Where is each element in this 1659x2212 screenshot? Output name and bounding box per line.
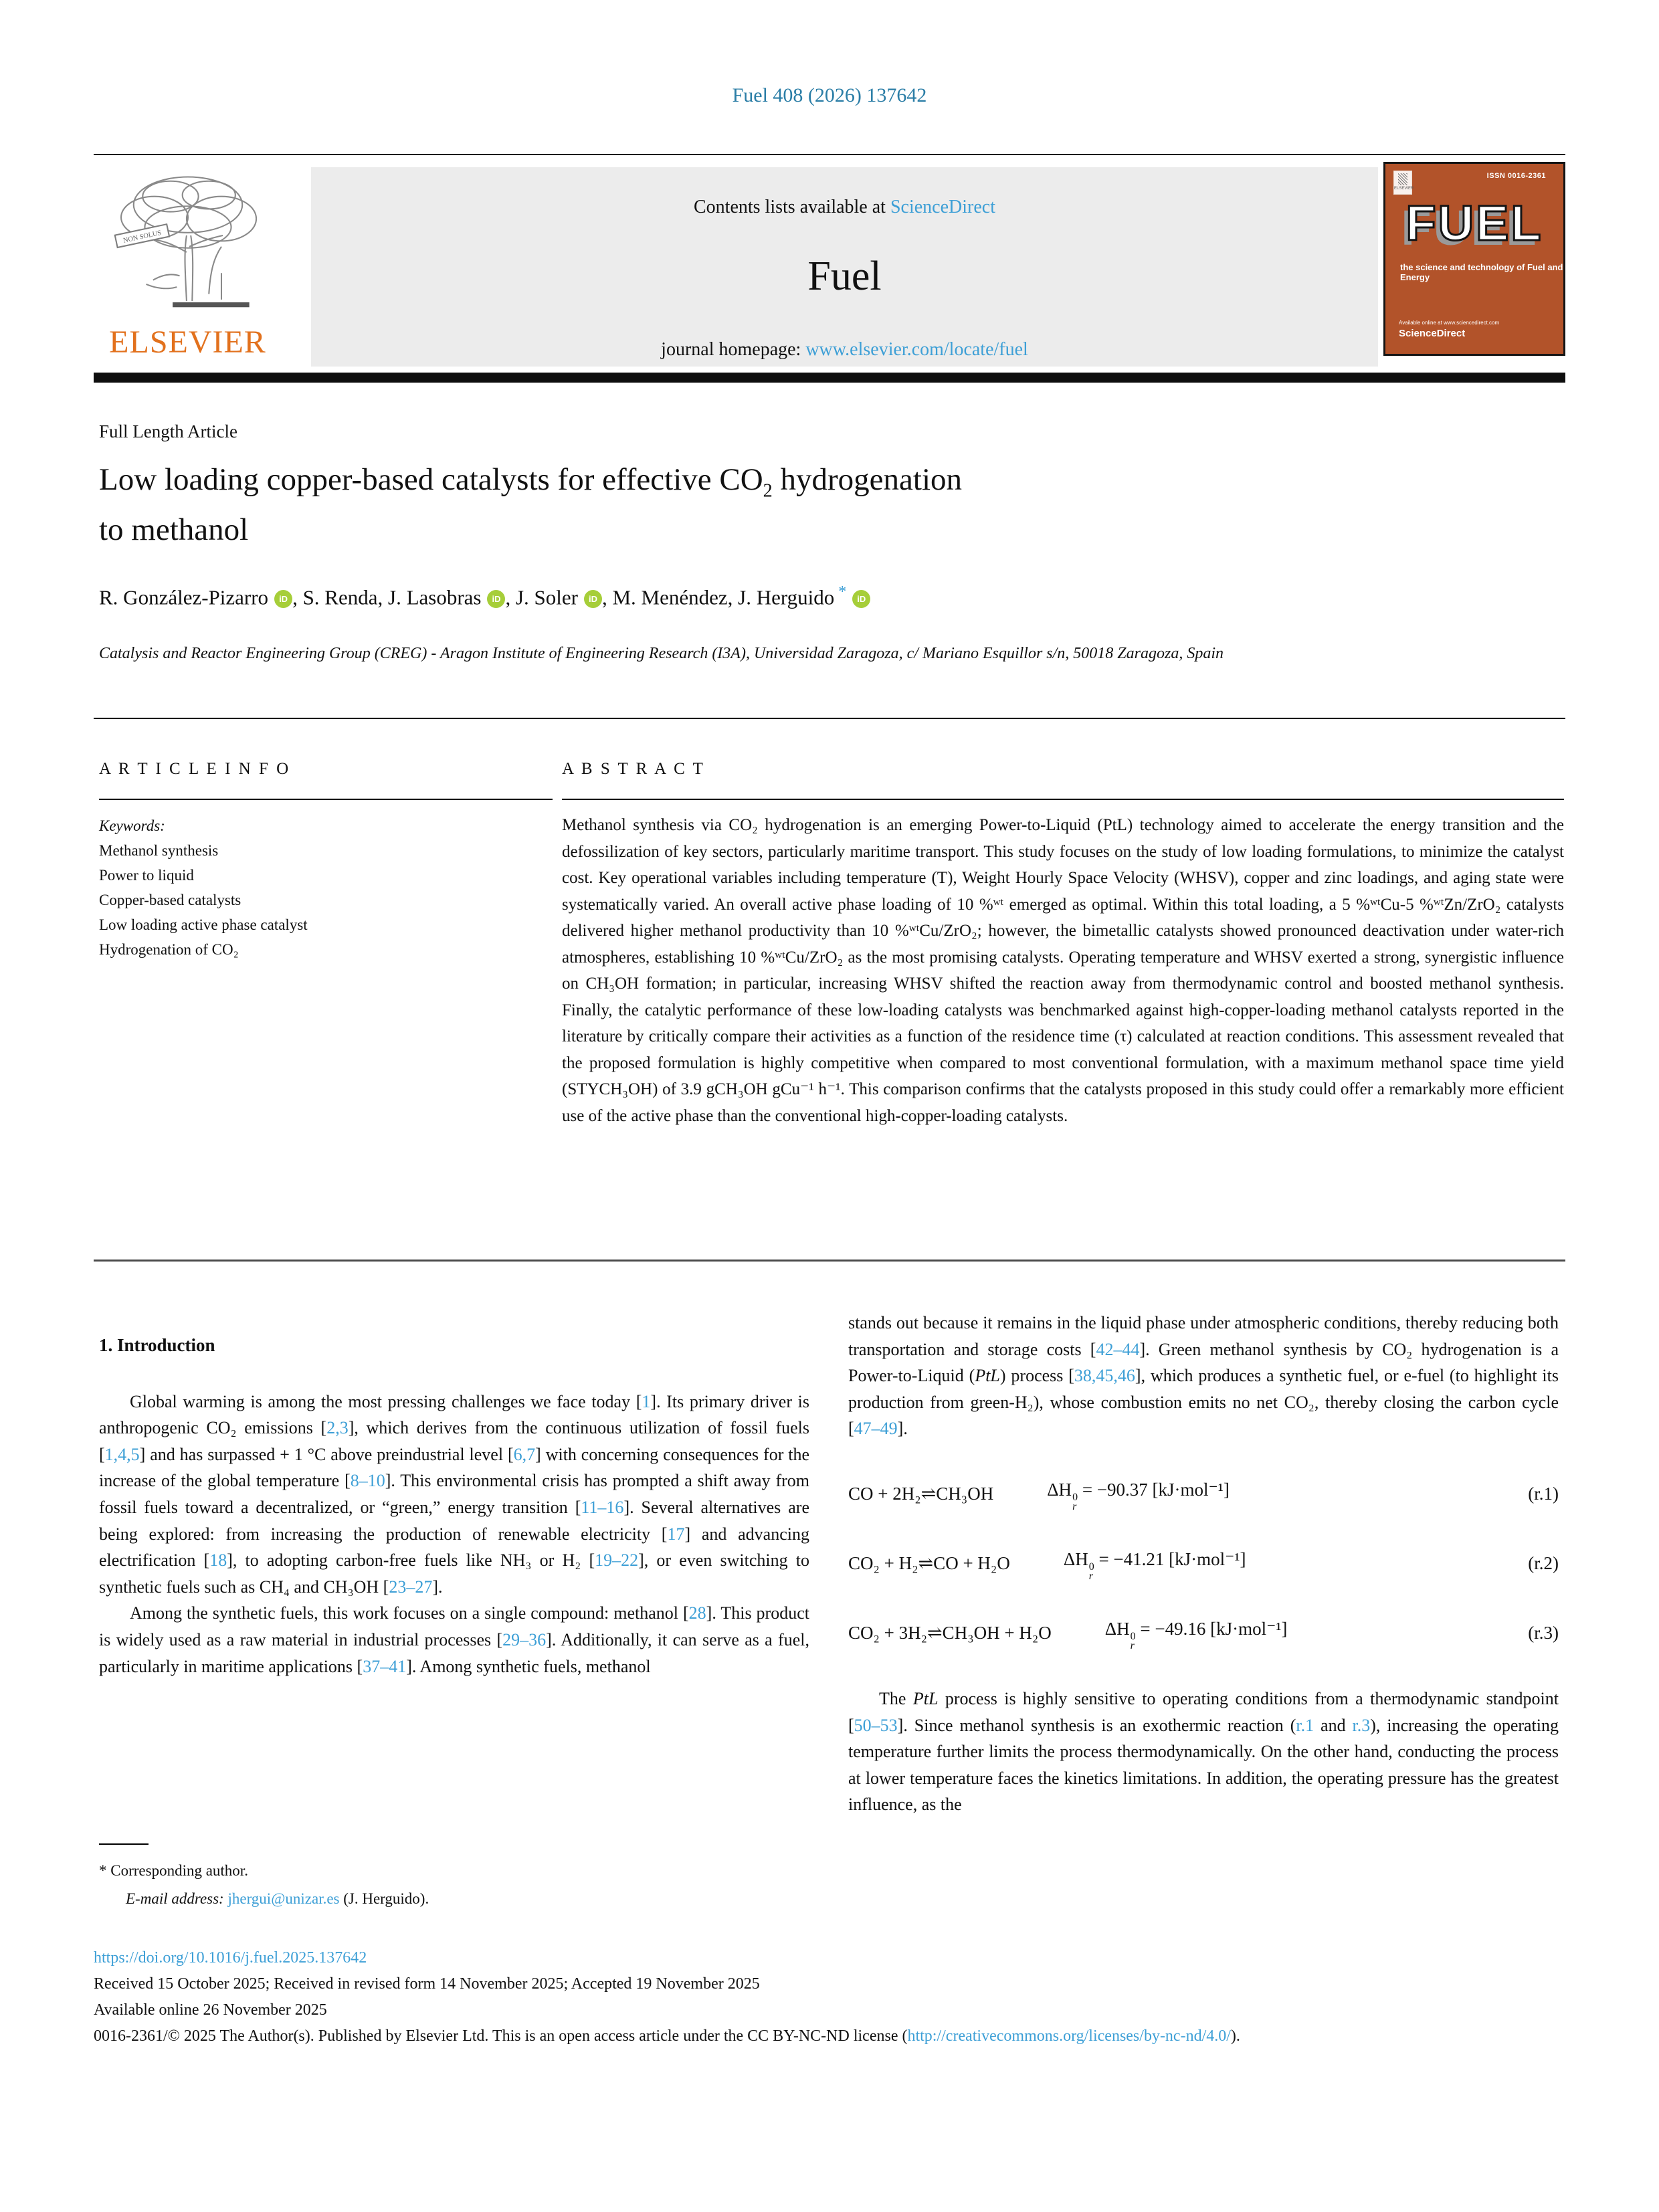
- reference-link[interactable]: 6,7: [513, 1444, 536, 1464]
- text-run: stands out because it remains in the liquid phase under atmospheric conditions, thereby reducing both transportation and storage costs [: [848, 1313, 1559, 1359]
- cover-tagline: the science and technology of Fuel and Energy: [1400, 262, 1563, 282]
- reference-link[interactable]: 1,4,5: [104, 1444, 140, 1464]
- info-top-rule: [94, 718, 1565, 719]
- homepage-link[interactable]: www.elsevier.com/locate/fuel: [805, 339, 1028, 360]
- footnote-block: [99, 1843, 809, 1913]
- body-paragraph-continuation: [848, 1310, 1559, 1442]
- orcid-icon[interactable]: iD: [487, 590, 505, 608]
- elsevier-tree-icon: [104, 169, 272, 319]
- text-run: ], which produces a synthetic fuel, or e-fuel (to highlight its production from green-H₂), whose combustion emits no net CO₂, thereby closing the carbon cycle [: [848, 1366, 1559, 1439]
- abstract-text: Methanol synthesis via CO₂ hydrogenation is an emerging Power-to-Liquid (PtL) technology aimed to accelerate the energy transition and the defossilization of key sectors, particularly maritime transport. This study focuses on the study of low loading formulations, to minimize the catalyst cost. Key operational variables including temperature (T), Weight Hourly Space Velocity (WHSV), copper and zinc loadings, and aging state were systematically varied. An overall active phase loading of 10 %ʷᵗ emerged as optimal. Within this total loading, a 5 %ʷᵗCu-5 %ʷᵗZn/ZrO₂ catalysts delivered higher methanol productivity than 10 %ʷᵗCu/ZrO₂; however, the bimetallic catalysts showed pronounced deactivation under water-rich atmospheres, establishing 10 %ʷᵗCu/ZrO₂ as the most promising catalysts. Operating temperature and WHSV exerted a strong, synergistic influence on CH₃OH formation; in particular, increasing WHSV shifted the reaction away from thermodynamic control and boosted methanol synthesis. Finally, the catalytic performance of these low-loading catalysts was benchmarked against high-copper-loading methanol catalysts reported in the literature by critically compare their activities as a function of the residence time (τ) calculated at reaction conditions. This assessment revealed that the proposed formulation is highly competitive when compared to most conventional formulation, with a maximum methanol space time yield (STYCH₃OH) of 3.9 gCH₃OH gCu⁻¹ h⁻¹. This comparison confirms that the catalysts proposed in this study could offer a remarkably more efficient use of the active phase than the conventional high-copper-loading catalysts.: [562, 816, 1564, 1125]
- equation-enthalpy: ΔH 0 r = −49.16 [kJ·mol⁻¹]: [1104, 1618, 1288, 1651]
- text-run: ]. Green methanol synthesis by CO₂ hydrogenation is a Power-to-Liquid (: [848, 1339, 1559, 1386]
- keywords-label: Keywords:: [99, 817, 165, 834]
- header-top-rule: [94, 154, 1565, 155]
- italic-text: PtL: [912, 1688, 939, 1708]
- reference-link[interactable]: 23–27: [389, 1577, 433, 1597]
- reference-link[interactable]: 38,45,46: [1074, 1366, 1135, 1386]
- non-solus-banner: NON SOLUS: [122, 229, 162, 245]
- cover-elsevier-tree-icon: [1398, 173, 1407, 185]
- reference-link[interactable]: r.3: [1352, 1715, 1371, 1735]
- article-info-heading: A R T I C L E I N F O: [99, 760, 291, 778]
- reference-link[interactable]: 50–53: [854, 1715, 898, 1735]
- text-run: ), increasing the operating temperature further limits the process thermodynamically. On the other hand, conducting the process at lower temperature faces the kinetics limitations. In addition, the operating pressure has the greatest influence, as the: [848, 1715, 1559, 1815]
- abstract-section: [562, 750, 1564, 1129]
- reference-link[interactable]: 11–16: [581, 1497, 624, 1517]
- reference-link[interactable]: 2,3: [326, 1418, 349, 1438]
- text-run: Among the synthetic fuels, this work focuses on a single compound: methanol [: [130, 1603, 689, 1623]
- equation-enthalpy: ΔH 0 r = −41.21 [kJ·mol⁻¹]: [1063, 1548, 1246, 1582]
- text-run: ]. Its primary driver is anthropogenic CO₂ emissions [: [99, 1391, 809, 1438]
- keyword-item: Hydrogenation of CO₂: [99, 941, 239, 958]
- cover-available-line: Available online at www.sciencedirect.com: [1399, 320, 1500, 326]
- equation-formula: CO₂ + 3H₂⇌CH₃OH + H₂O: [848, 1623, 1052, 1643]
- orcid-icon[interactable]: iD: [584, 590, 602, 608]
- text-run: process is highly sensitive to operating conditions from a thermodynamic standpoint [: [848, 1688, 1559, 1735]
- text-run: ] with concerning consequences for the increase of the global temperature [: [99, 1444, 810, 1491]
- footer-block: [94, 1945, 1565, 2049]
- keyword-item: Power to liquid: [99, 867, 194, 884]
- contents-line: [311, 197, 1378, 218]
- footnote-rule: [99, 1843, 149, 1845]
- title-line2: to methanol: [99, 512, 249, 548]
- text-run: ).: [1230, 2027, 1240, 2045]
- text-run: ]. This environmental crisis has prompted a shift away from fossil fuels toward a decentralized, or “green,” energy transition [: [99, 1471, 809, 1517]
- masthead-box: [311, 167, 1378, 367]
- intro-paragraph-1: [99, 1389, 809, 1601]
- author-list: R. González-Pizarro iD , S. Renda, J. Lasobras iD , J. Soler iD , M. Menéndez, J. Herguido * iD: [99, 583, 1537, 609]
- text-run: ], to adopting carbon-free fuels like NH₃ or H₂ [: [227, 1550, 595, 1571]
- journal-name: Fuel: [807, 254, 882, 299]
- abstract-bottom-rule: [94, 1260, 1565, 1262]
- article-info-section: [99, 750, 553, 962]
- article-type: Full Length Article: [99, 421, 237, 441]
- title-line1: Low loading copper-based catalysts for effective $CO_2$ hydrogenation: [99, 462, 963, 502]
- text-run: ].: [432, 1577, 443, 1597]
- intro-paragraph-2: [99, 1600, 809, 1680]
- elsevier-wordmark: ELSEVIER: [109, 324, 266, 360]
- title-subscript: 2: [763, 480, 773, 502]
- cover-issn: ISSN 0016-2361: [1486, 172, 1546, 180]
- cover-fuel-logo: FUEL: [1405, 195, 1543, 251]
- superscript-subscript-stack: 0 r: [1130, 1630, 1136, 1651]
- article-info-rule: [99, 799, 553, 800]
- journal-cover[interactable]: [1383, 162, 1565, 356]
- reference-link[interactable]: 18: [209, 1550, 227, 1571]
- text-run: and: [1314, 1715, 1353, 1735]
- introduction-heading: 1. Introduction: [99, 1335, 215, 1355]
- body-column-left: [99, 1332, 809, 1680]
- body-column-right: [848, 1310, 1559, 1818]
- abstract-heading: A B S T R A C T: [562, 760, 705, 778]
- reference-link[interactable]: 28: [688, 1603, 706, 1623]
- homepage-line: [311, 339, 1378, 361]
- corresponding-author-asterisk[interactable]: *: [838, 583, 847, 601]
- author-name: J. Lasobras: [388, 585, 482, 609]
- keyword-item: Copper-based catalysts: [99, 892, 241, 908]
- text-run: ] and advancing electrification [: [99, 1524, 809, 1571]
- url-link[interactable]: http://creativecommons.org/licenses/by-nc-nd/4.0/: [907, 2027, 1231, 2045]
- article-title: [99, 460, 1504, 550]
- keyword-item: Methanol synthesis: [99, 842, 219, 859]
- cover-elsevier-label: ELSEVIER: [1394, 187, 1414, 191]
- header-black-bar: [94, 373, 1565, 383]
- superscript-subscript-stack: 0 r: [1088, 1561, 1094, 1582]
- text-run: ]. This product is widely used as a raw material in industrial processes [: [99, 1603, 809, 1649]
- text-run: 0016-2361/© 2025 The Author(s). Published by Elsevier Ltd. This is an open access article under the CC BY-NC-ND license (: [94, 2027, 908, 2045]
- reaction-equation: [848, 1616, 1559, 1651]
- author-name: J. Herguido: [738, 585, 835, 609]
- contents-prefix: Contents lists available at: [694, 197, 890, 217]
- text-run: ] and has surpassed + 1 °C above preindustrial level [: [139, 1444, 514, 1464]
- email-link[interactable]: jhergui@unizar.es: [227, 1890, 340, 1907]
- equation-tag: (r.2): [1528, 1553, 1559, 1574]
- reference-link[interactable]: 37–41: [363, 1656, 407, 1676]
- reference-link[interactable]: 42–44: [1096, 1339, 1140, 1359]
- text-run: ) process [: [999, 1366, 1074, 1386]
- reference-link[interactable]: 19–22: [595, 1550, 639, 1571]
- equation-tag: (r.1): [1528, 1484, 1559, 1504]
- equation-formula: CO₂ + H₂⇌CO + H₂O: [848, 1553, 1010, 1574]
- orcid-icon[interactable]: iD: [852, 590, 870, 608]
- text-run: ], which derives from the continuous utilization of fossil fuels [: [99, 1418, 809, 1464]
- equation-tag: (r.3): [1528, 1623, 1559, 1643]
- reference-link[interactable]: 29–36: [502, 1629, 547, 1649]
- email-label: E-mail address:: [126, 1890, 224, 1907]
- text-run: ], or even switching to synthetic fuels such as CH₄ and CH₃OH [: [99, 1550, 809, 1597]
- reference-link[interactable]: 1: [642, 1391, 651, 1411]
- cover-sciencedirect-brand: ScienceDirect: [1399, 328, 1466, 339]
- orcid-icon[interactable]: iD: [274, 590, 292, 608]
- available-line: Available online 26 November 2025: [94, 2001, 327, 2019]
- cover-elsevier-mark: [1393, 171, 1412, 195]
- body-paragraph-2: [848, 1686, 1559, 1818]
- elsevier-logo[interactable]: [99, 169, 276, 364]
- superscript-subscript-stack: 0 r: [1072, 1491, 1078, 1512]
- sciencedirect-link[interactable]: ScienceDirect: [890, 197, 995, 217]
- text-run: ]. Additionally, it can serve as a fuel, particularly in maritime applications [: [99, 1629, 809, 1676]
- author-name: R. González-Pizarro: [99, 585, 269, 609]
- email-line: [99, 1885, 809, 1913]
- cover-bottom: [1399, 320, 1499, 339]
- abstract-rule: [562, 799, 1564, 800]
- received-line: Received 15 October 2025; Received in revised form 14 November 2025; Accepted 19 November 2025: [94, 1975, 760, 1993]
- affiliation: Catalysis and Reactor Engineering Group (CREG) - Aragon Institute of Engineering Research (I3A), Universidad Zaragoza, c/ Mariano Esquillor s/n, 50018 Zaragoza, Spain: [99, 645, 1224, 662]
- reference-link[interactable]: r.1: [1296, 1715, 1314, 1735]
- text-run: Global warming is among the most pressing challenges we face today [: [130, 1391, 642, 1411]
- italic-text: PtL: [975, 1366, 1000, 1386]
- keyword-list: [99, 838, 553, 962]
- reference-link[interactable]: 17: [667, 1524, 685, 1544]
- reaction-equation: [848, 1546, 1559, 1581]
- page-citation: Fuel 408 (2026) 137642: [732, 84, 927, 106]
- email-suffix: (J. Herguido).: [339, 1890, 429, 1907]
- equation-formula: CO + 2H₂⇌CH₃OH: [848, 1484, 994, 1504]
- reference-link[interactable]: 47–49: [854, 1419, 898, 1439]
- homepage-prefix: journal homepage:: [661, 339, 806, 360]
- doi-link[interactable]: https://doi.org/10.1016/j.fuel.2025.137642: [94, 1949, 367, 1967]
- reference-link[interactable]: 8–10: [350, 1471, 385, 1491]
- text-run: ]. Since methanol synthesis is an exothermic reaction (: [897, 1715, 1296, 1735]
- keyword-item: Low loading active phase catalyst: [99, 916, 308, 933]
- equation-enthalpy: ΔH 0 r = −90.37 [kJ·mol⁻¹]: [1047, 1479, 1230, 1512]
- text-run: ]. Several alternatives are being explored: from increasing the production of renewable electricity [: [99, 1497, 809, 1544]
- author-name: S. Renda: [302, 585, 378, 609]
- text-run: The: [879, 1688, 913, 1708]
- reaction-equation: [848, 1477, 1559, 1512]
- text-run: ].: [897, 1419, 908, 1439]
- author-name: M. Menéndez: [612, 585, 728, 609]
- license-line: [94, 2023, 1565, 2049]
- corresponding-author-note: * Corresponding author.: [99, 1862, 248, 1879]
- equation-list: [848, 1477, 1559, 1651]
- author-name: J. Soler: [515, 585, 578, 609]
- text-run: ]. Among synthetic fuels, methanol: [406, 1656, 651, 1676]
